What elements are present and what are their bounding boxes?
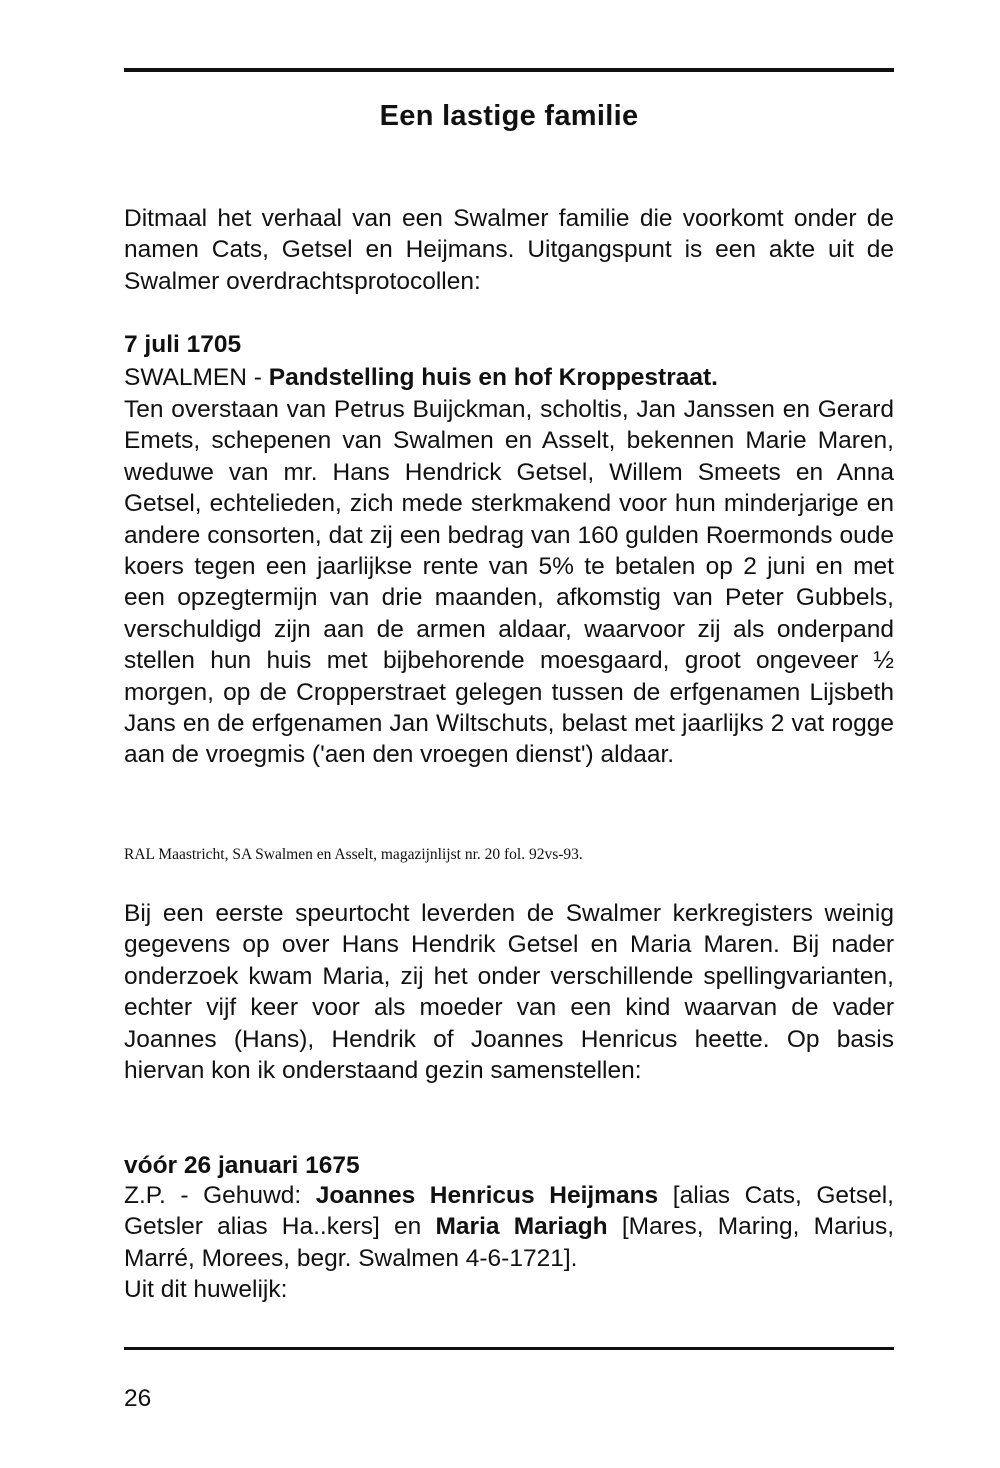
- marriage-date: vóór 26 januari 1675: [124, 1152, 360, 1179]
- marriage-paragraph: [124, 1180, 894, 1306]
- groom-alias: [alias Cats, Getsel, Getsler alias Ha..kers] en: [124, 1182, 894, 1241]
- bride-name: Maria Mariagh: [435, 1213, 608, 1241]
- act-place: SWALMEN -: [124, 364, 269, 391]
- research-paragraph: Bij een eerste speurtocht leverden de Swalmer kerkregisters weinig gegevens op over Hans Hendrik Getsel en Maria Maren. Bij nader onderzoek kwam Maria, zij het onder verschillende spellingvarianten, echter vijf keer voor als moeder van een kind waarvan de vader Joannes (Hans), Hendrik of Joannes Henricus heette. Op basis hiervan kon ik onderstaand gezin samenstellen:: [124, 900, 894, 1085]
- bottom-rule: [124, 1347, 894, 1350]
- act-text: Ten overstaan van Petrus Buijckman, scholtis, Jan Janssen en Gerard Emets, schepenen van Swalmen en Asselt, bekennen Marie Maren, weduwe van mr. Hans Hendrick Getsel, Willem Smeets en Anna Getsel, echtelieden, zich mede sterkmakend voor hun minderjarige en andere consorten, dat zij een bedrag van 160 gulden Roermonds oude koers tegen een jaarlijkse rente van 5% te betalen op 2 juni en met een opzegtermijn van drie maanden, afkomstig van Peter Gubbels, verschuldigd zijn aan de armen aldaar, waarvoor zij als onderpand stellen hun huis met bijbehorende moesgaard, groot ongeveer ½ morgen, op de Cropperstraet gelegen tussen de erfgenamen Lijsbeth Jans en de erfgenamen Jan Wiltschuts, belast met jaarlijks 2 vat rogge aan de vroegmis ('aen den vroegen dienst') aldaar.: [124, 396, 894, 769]
- act-date: 7 juli 1705: [124, 331, 242, 358]
- act-heading-line: [124, 362, 894, 393]
- page-number: 26: [124, 1385, 152, 1412]
- bride-alias: [Mares, Maring, Marius, Marré, Morees, begr. Swalmen 4-6-1721].: [124, 1213, 894, 1272]
- intro-paragraph: Ditmaal het verhaal van een Swalmer familie die voorkomt onder de namen Cats, Getsel en Heijmans. Uitgangspunt is een akte uit de Swalmer overdrachtsprotocollen:: [124, 205, 894, 295]
- article-title: Een lastige familie: [379, 100, 639, 132]
- top-rule: [124, 68, 894, 72]
- children-intro: Uit dit huwelijk:: [124, 1276, 288, 1304]
- marriage-prefix: Z.P. - Gehuwd:: [124, 1182, 316, 1209]
- groom-name: Joannes Henricus Heijmans: [315, 1182, 659, 1209]
- act-heading: Pandstelling huis en hof Kroppestraat.: [268, 364, 718, 391]
- source-citation: RAL Maastricht, SA Swalmen en Asselt, magazijnlijst nr. 20 fol. 92vs-93.: [124, 846, 583, 863]
